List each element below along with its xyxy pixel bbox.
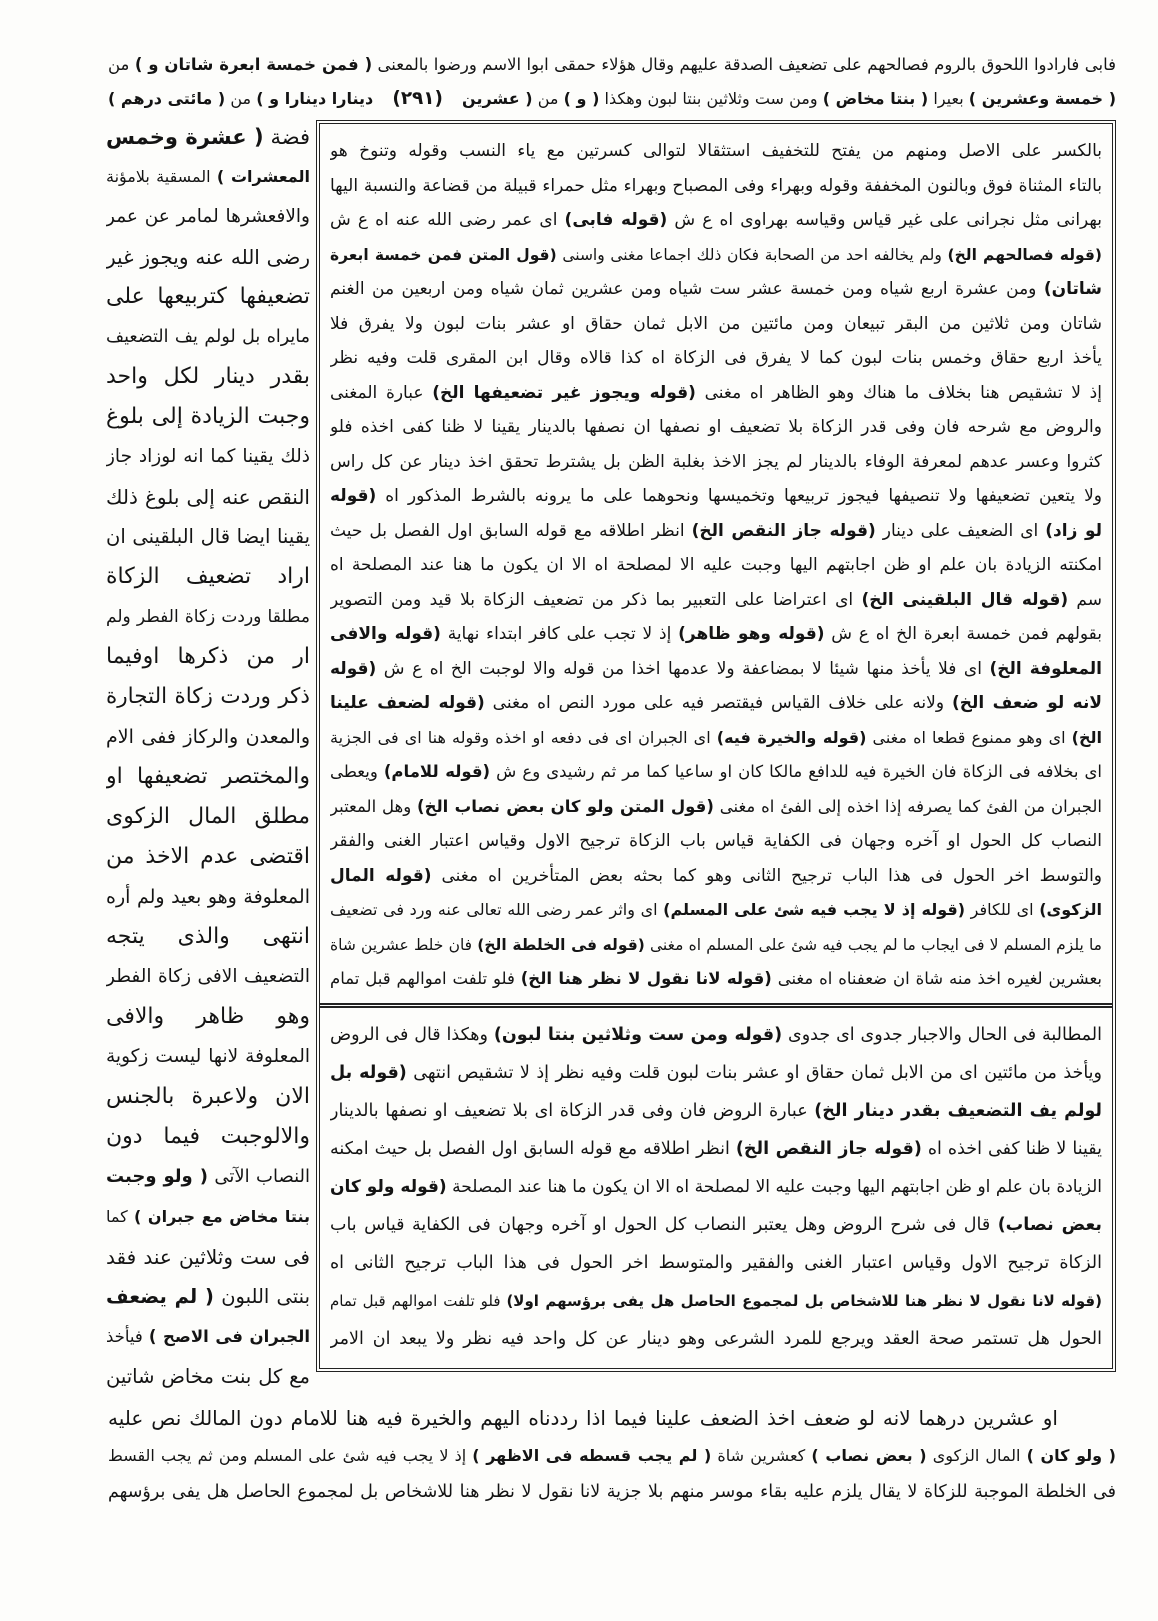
bold-phrase: المعشرات ) — [216, 167, 310, 186]
commentary-line: بعض نصاب) قال فى شرح الروض وهل يعتبر النصاب كل الحول او آخره وجهان فى الكفاية قياس باب — [330, 1214, 1102, 1235]
main-column-line: وجبت الزيادة إلى بلوغ — [106, 404, 310, 429]
main-column-line: بنتى اللبون ( لم يضعف — [106, 1285, 310, 1308]
bold-phrase: (قوله للامام) — [383, 762, 491, 781]
commentary-line: كثروا وعسر عدهم لمعرفة الوفاء بالدينار لم يجز الاخذ بغلبة الظن بل يشترط تحقق اخذ دينار عن كل راس — [330, 451, 1102, 472]
main-column-line: النصاب الآتى ( ولو وجبت — [106, 1166, 310, 1187]
bottom-text-line: او عشرين درهما لانه لو ضعف اخذ الضعف علينا فيما اذا رددناه اليهم والخيرة فيه هنا للامام دون المالك نص عليه — [108, 1406, 1058, 1430]
bold-phrase: (قوله قال البلقينى الخ) — [861, 589, 1069, 610]
bold-phrase: (قوله جاز النقص الخ) — [735, 1138, 922, 1159]
commentary-line: النصاب كل الحول او آخره وجهان فى الكفاية قياس باب الزكاة ترجيح الاول وقياس اعتبار الغنى والفقر — [330, 831, 1102, 851]
main-column-line: المعلوفة وهو بعيد ولم أره — [106, 886, 310, 908]
bold-phrase: (قوله ومن ست وثلاثين بنتا لبون) — [493, 1024, 783, 1045]
bold-phrase: (قوله المال — [330, 865, 432, 886]
main-column-line: ذكر وردت زكاة التجارة — [106, 684, 310, 709]
bottom-text-line: ( ولو كان ) المال الزكوى ( بعض نصاب ) كعشرين شاة ( لم يجب قسطه فى الاظهر ) إذ لا يجب فيه شئ على المسلم ومن ثم يجب القسط — [108, 1446, 1116, 1465]
commentary-box — [316, 120, 1116, 1372]
bold-phrase: ( ولو وجبت — [106, 1166, 208, 1187]
commentary-line: ولا يتعين تضعيفها ولا تنصيفها فيجوز تربيعها وتخميسها ونحوهما على ما يرونه بالشرط المذكور اه (قوله — [330, 486, 1102, 506]
main-column-line: الان ولاعبرة بالجنس — [106, 1084, 310, 1109]
main-column-line: والمختصر تضعيفها او — [106, 764, 310, 789]
commentary-line: شاتان ومن ثلاثين من البقر تبيعان ومن مائتين من الابل ثمان حقاق او عشر بنات لبون ولا يفرق فلا — [330, 313, 1102, 334]
bold-phrase: لو زاد) — [1045, 520, 1102, 541]
commentary-line: (قوله فصالحهم الخ) ولم يخالفه احد من الصحابة فكان ذلك اجماعا مغنى واسنى (قول المتن فمن خمسة ابعرة — [330, 245, 1102, 264]
main-column-line: المعشرات ) المسقية بلامؤنة — [106, 167, 310, 186]
bold-phrase: ( خمسة وعشرين ) — [968, 89, 1116, 108]
main-column-line: والافعشرها لمامر عن عمر — [106, 206, 310, 227]
main-column-line: والمعدن والركاز ففى الام — [106, 726, 310, 748]
bold-phrase: (قوله فى الخلطة الخ) — [477, 935, 645, 954]
bold-phrase: الخ) — [1071, 727, 1102, 747]
commentary-line: بهرانى مثل نجرانى على غير قياس وقياسه بهراوى اه ع ش (قوله فابى) اى عمر رضى الله عنه اه ع ش — [330, 210, 1102, 230]
main-column-line: ذلك يقينا كما انه لوزاد جاز — [106, 446, 310, 467]
bold-phrase: ( لم يجب قسطه فى الاظهر ) — [472, 1446, 712, 1465]
commentary-line: الخ) اى وهو ممنوع قطعا اه مغنى (قوله والخيرة فيه) اى الجبران اى فى دفعه او اخذه وقوله هنا اى فى الجزية — [330, 727, 1102, 747]
main-column-line: تضعيفها كتربيعها على — [106, 284, 310, 309]
commentary-line: بالكسر على الاصل ومنهم من يفتح للتخفيف استثقالا لتوالى كسرتين مع ياء النسب وقوله وتنوخ هو — [330, 141, 1102, 161]
commentary-upper — [320, 124, 1112, 1003]
commentary-line: شاتان) ومن عشرة اربع شياه ومن خمسة عشر ست شياه ومن عشرين ثمان شياه ومن اربعين من الغنم — [330, 279, 1102, 299]
commentary-line: لولم يف التضعيف بقدر دينار الخ) عبارة الروض فان وفى قدر الزكاة اى بلا تضعيف او نصفها بالدينار — [330, 1100, 1102, 1121]
commentary-line: إذ لا تشقيص هنا بخلاف ما هناك وهو الظاهر اه مغنى (قوله ويجوز غير تضعيفها الخ) عبارة المغنى — [330, 382, 1102, 403]
commentary-line: اى بخلافه فى الزكاة فان الخيرة فيه للدافع مالكا كان او ساعيا كما مر ثم رشيدى وع ش (قوله للامام) ويعطى — [330, 762, 1102, 781]
bold-phrase: ( لم يضعف — [106, 1285, 214, 1308]
bold-phrase: ( بعض نصاب ) — [811, 1446, 927, 1465]
text-segment: ( خمسة وعشرين ) بعيرا ( بنتا مخاض ) ومن ست وثلاثين بنتا لبون وهكذا ( و ) من ( عشرين — [462, 89, 1116, 108]
bold-phrase: ( فمن خمسة ابعرة شاتان و ) — [134, 55, 373, 74]
commentary-line: الزكاة ترجيح الاول وقياس اعتبار الغنى والفقير والمتوسط اخر الحول فى هذا الباب ترجيح الثانى اه — [330, 1252, 1102, 1273]
commentary-line: والروض مع شرحه فان وفى قدر الزكاة بلا تضعيف او نصفها ان نصفها بالدينار يقينا لا ظنا كفى اخذه فلو — [330, 417, 1102, 437]
bold-phrase: لولم يف التضعيف بقدر دينار الخ) — [814, 1100, 1102, 1121]
commentary-line: امكنته الزيادة بان علم او ظن اجابتهم اليها وجبت عليه الا لمصلحة اه الا ان يكون ما هنا عند المصلحة اه — [330, 555, 1102, 575]
bold-phrase: (قوله جاز النقص الخ) — [691, 520, 876, 541]
bold-phrase: (قوله فابى) — [564, 210, 668, 230]
main-column-line: اقتضى عدم الاخذ من — [106, 844, 310, 869]
bold-phrase: (قوله بل — [330, 1062, 407, 1083]
commentary-lower — [320, 1008, 1112, 1368]
commentary-line: (قوله لانا نقول لا نظر هنا للاشخاص بل لمجموع الحاصل هل يفى برؤسهم اولا) فلو تلفت اموالهم قبل تمام — [330, 1291, 1102, 1310]
bold-phrase: (قول المتن ولو كان بعض نصاب الخ) — [417, 796, 714, 816]
bold-phrase: (قوله فصالحهم الخ) — [947, 245, 1102, 264]
main-column-line: فى ست وثلاثين عند فقد — [106, 1245, 310, 1269]
commentary-line: بالتاء المثناة فوق وبالنون المخففة وقوله وبهراء وفى المصباح وبهراء مثل حمراء قبيلة من قضاعة والنسبة اليها — [330, 175, 1102, 196]
main-column-line: مايراه بل لولم يف التضعيف — [106, 327, 310, 347]
bold-phrase: ( و ) — [563, 89, 600, 108]
text-segment: دينارا دينارا و ) من ( مائتى درهم ) — [108, 89, 374, 108]
top-text-line: فابى فارادوا اللحوق بالروم فصالحهم على تضعيف الصدقة عليهم وقال هؤلاء حمقى ابوا الاسم ورضوا بالمعنى ( فمن خمسة ابعرة شاتان و ) من — [108, 55, 1116, 74]
bold-phrase: (قوله وهو ظاهر) — [678, 624, 825, 644]
bold-phrase: (قوله ويجوز غير تضعيفها الخ) — [432, 382, 696, 403]
main-column-line: مطلق المال الزكوى — [106, 804, 310, 829]
main-column-line: بقدر دينار لكل واحد — [106, 364, 310, 389]
main-column-line: اراد تضعيف الزكاة — [106, 564, 310, 589]
page-number: (٢٩١) — [392, 88, 443, 109]
top-text — [108, 48, 1116, 116]
bold-phrase: ( عشرين — [462, 89, 533, 108]
bold-phrase: ( مائتى درهم ) — [108, 89, 226, 108]
commentary-line: سم (قوله قال البلقينى الخ) اى اعتراضا على التعبير بما ذكر من تضعيف الزكاة بلا قيد ومن التصوير — [330, 589, 1102, 610]
bold-phrase: لانه لو ضعف الخ) — [951, 693, 1102, 713]
bold-phrase: (قوله والخيرة فيه) — [716, 727, 867, 747]
bold-phrase: بعض نصاب) — [997, 1214, 1102, 1235]
bold-phrase: (قوله لضعف علينا — [330, 693, 485, 713]
bold-phrase: (قوله لانا نقول لا نظر هنا للاشخاص بل لمجموع الحاصل هل يفى برؤسهم اولا) — [506, 1291, 1102, 1310]
commentary-line: الزيادة بان علم او ظن اجابتهم اليها وجبت عليه الا لمصلحة اه الا ان يكون ما هنا عند المصلحة (قوله ولو كان — [330, 1176, 1102, 1197]
bold-phrase: شاتان) — [1043, 279, 1102, 299]
bottom-text — [108, 1400, 1116, 1511]
commentary-line: الجبران من الفئ كما يصرفه إذا اخذه إلى الفئ اه مغنى (قول المتن ولو كان بعض نصاب الخ) وهل المعتبر — [330, 796, 1102, 816]
main-column-line: النقص عنه إلى بلوغ ذلك — [106, 485, 310, 509]
top-text-line — [108, 82, 1116, 116]
bold-phrase: دينارا دينارا و ) — [256, 89, 374, 108]
bold-phrase: المعلوفة الخ) — [989, 658, 1102, 679]
bold-phrase: (قوله ولو كان — [330, 1176, 447, 1197]
bold-phrase: الزكوى) — [1039, 900, 1102, 919]
commentary-line: لو زاد) اى الضعيف على دينار (قوله جاز النقص الخ) انظر اطلاقه مع قوله السابق اول الفصل بل حيث — [330, 520, 1102, 541]
main-column-line: يقينا ايضا قال البلقينى ان — [106, 525, 310, 548]
main-column-line: والالوجبت فيما دون — [106, 1124, 310, 1149]
commentary-line: ويأخذ من مائتين اى من الابل ثمان حقاق او عشر بنات لبون قلت وفيه نظر إذ لا تشقيص انتهى (قوله بل — [330, 1062, 1102, 1083]
main-column-line: مطلقا وردت زكاة الفطر ولم — [106, 607, 310, 627]
main-column-line: المعلوفة لانها ليست زكوية — [106, 1046, 310, 1067]
commentary-line: ما يلزم المسلم لا فى ايجاب ما لم يجب فيه شئ على المسلم اه مغنى (قوله فى الخلطة الخ) فان خلط عشرين شاة — [330, 935, 1102, 954]
bold-phrase: (قوله لانا نقول لا نظر هنا الخ) — [520, 969, 772, 988]
main-column-line: ار من ذكرها اوفيما — [106, 644, 310, 669]
bold-phrase: ( عشرة وخمس — [106, 125, 264, 149]
bold-phrase: (قول المتن فمن خمسة ابعرة — [330, 245, 557, 264]
main-column-line: وهو ظاهر والافى — [106, 1004, 310, 1029]
main-column-line: فضة ( عشرة وخمس — [106, 125, 310, 149]
commentary-line: والتوسط اخر الحول فى هذا الباب ترجيح الثانى وهو كما بحثه بعض المتأخرين اه مغنى (قوله المال — [330, 865, 1102, 886]
bold-phrase: ( بنتا مخاض ) — [822, 89, 929, 108]
bold-phrase: (قوله — [330, 486, 377, 506]
bottom-text-line: فى الخلطة الموجبة للزكاة لا يقال يلزم عليه بقاء موسر منهم بلا جزية لانا نقول لا نظر هنا للاشخاص بل لمجموع الحاصل هل يفى برؤسهم — [108, 1482, 1116, 1502]
commentary-line: يقينا لا ظنا كفى اخذه اه (قوله جاز النقص الخ) انظر اطلاقه مع قوله السابق اول الفصل بل حيث امكنه — [330, 1138, 1102, 1159]
main-column-line: بنتا مخاض مع جبران ) كما — [106, 1207, 310, 1226]
main-column-line: الجبران فى الاصح ) فيأخذ — [106, 1327, 310, 1346]
main-column-line: التضعيف الافى زكاة الفطر — [106, 966, 310, 987]
commentary-line: بعشرين لغيره اخذ منه شاة ان ضعفناه اه مغنى (قوله لانا نقول لا نظر هنا الخ) فلو تلفت اموالهم قبل تمام — [330, 969, 1102, 988]
commentary-line: الحول هل تستمر صحة العقد ويرجع للمرد الشرعى وهو دينار عن كل واحد فيه نظر ولا يبعد ان الامر — [330, 1328, 1102, 1349]
commentary-line: يأخذ اربع حقاق وخمس بنات لبون كما لا يفرق فى الزكاة اه كذا قالاه وقال ابن المقرى قلت وفيه نظر — [330, 348, 1102, 368]
commentary-line: المعلوفة الخ) اى فلا يأخذ منها شيئا لا بمضاعفة ولا عدمها اخذا من قوله والا لوجبت الخ اه ع ش (قوله — [330, 658, 1102, 679]
bold-phrase: ( ولو كان ) — [1026, 1446, 1116, 1465]
bold-phrase: الجبران فى الاصح ) — [148, 1327, 310, 1346]
commentary-line: لانه لو ضعف الخ) ولانه على خلاف القياس فيقتصر فيه على مورد النص اه مغنى (قوله لضعف علينا — [330, 693, 1102, 713]
commentary-line: بقولهم فمن خمسة ابعرة الخ اه ع ش (قوله وهو ظاهر) إذ لا تجب على كافر ابتداء نهاية (قوله والافى — [330, 624, 1102, 644]
main-column-line: انتهى والذى يتجه — [106, 924, 310, 949]
commentary-line: الزكوى) اى للكافر (قوله إذ لا يجب فيه شئ على المسلم) اى واثر عمر رضى الله تعالى عنه ورد فى تضعيف — [330, 900, 1102, 919]
bold-phrase: (قوله — [330, 658, 377, 679]
commentary-line: المطالبة فى الحال والاجبار جدوى اى جدوى (قوله ومن ست وثلاثين بنتا لبون) وهكذا قال فى الروض — [330, 1024, 1102, 1045]
bold-phrase: (قوله إذ لا يجب فيه شئ على المسلم) — [663, 900, 966, 919]
bold-phrase: بنتا مخاض مع جبران ) — [133, 1207, 310, 1226]
main-column-line: رضى الله عنه ويجوز غير — [106, 245, 310, 269]
main-text-column — [106, 117, 310, 1397]
main-column-line: مع كل بنت مخاض شاتين — [106, 1365, 310, 1388]
bold-phrase: (قوله والافى — [330, 624, 441, 644]
